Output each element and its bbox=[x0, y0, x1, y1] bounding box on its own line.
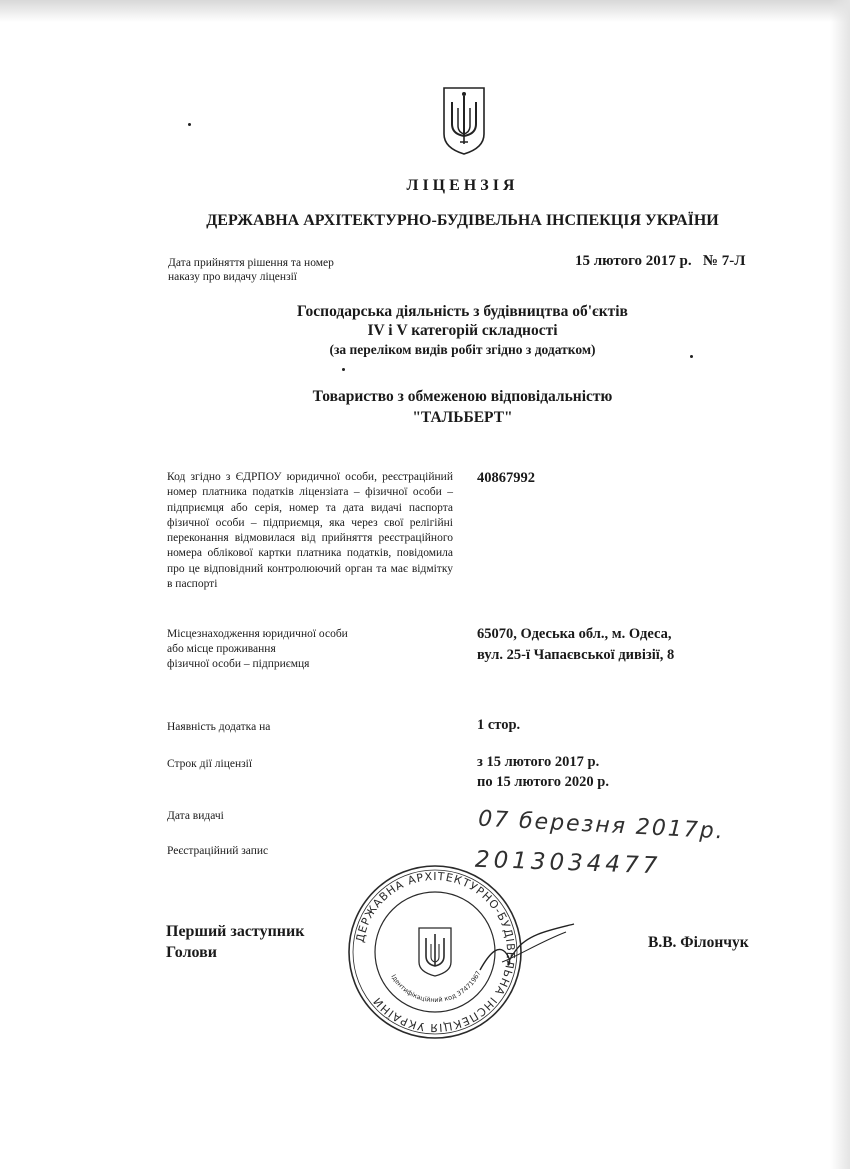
appendix-label: Наявність додатка на bbox=[167, 721, 271, 733]
license-holder bbox=[0, 386, 850, 428]
holder-line: Товариство з обмеженою відповідальністю bbox=[312, 388, 613, 405]
decision-label-line: Дата прийняття рішення та номер bbox=[168, 257, 334, 269]
issue-date-handwritten: 07 березня 2017р. bbox=[477, 806, 726, 845]
address-value-line: вул. 25-ї Чапаєвської дивізії, 8 bbox=[477, 647, 675, 663]
issue-date-label: Дата видачі bbox=[167, 810, 224, 822]
holder-name: "ТАЛЬБЕРТ" bbox=[412, 409, 513, 426]
signer-position bbox=[166, 921, 304, 963]
signer-position-line: Голови bbox=[166, 944, 217, 961]
signer-name: В.В. Філончук bbox=[648, 934, 749, 951]
stamp-outer-text: ДЕРЖАВНА АРХІТЕКТУРНО-БУДІВЕЛЬНА ІНСПЕКЦІЯ УКРАЇНИ bbox=[353, 869, 518, 1035]
registry-record-label: Реєстраційний запис bbox=[167, 845, 269, 857]
scan-edge-right bbox=[830, 0, 850, 1169]
address-value bbox=[477, 624, 674, 666]
edrpou-value: 40867992 bbox=[477, 470, 535, 486]
signer-position-line: Перший заступник bbox=[166, 923, 305, 940]
term-from: з 15 лютого 2017 р. bbox=[477, 754, 600, 770]
scan-speck bbox=[188, 123, 191, 126]
activity-line: Господарська діяльність з будівництва об'єктів bbox=[297, 303, 628, 320]
address-value-line: 65070, Одеська обл., м. Одеса, bbox=[477, 626, 672, 642]
scan-speck bbox=[690, 355, 693, 358]
decision-label bbox=[168, 256, 398, 284]
decision-date-number: 15 лютого 2017 р. № 7-Л bbox=[575, 253, 746, 269]
stamp-trident-icon bbox=[419, 928, 451, 976]
coat-of-arms-icon bbox=[440, 84, 488, 156]
registry-record-handwritten: 2013034477 bbox=[474, 846, 662, 880]
document-title: ЛІЦЕНЗІЯ bbox=[406, 177, 519, 194]
address-label-line: або місце проживання bbox=[167, 643, 276, 655]
address-label-line: Місцезнаходження юридичної особи bbox=[167, 628, 348, 640]
issuing-authority: ДЕРЖАВНА АРХІТЕКТУРНО-БУДІВЕЛЬНА ІНСПЕКЦІЯ УКРАЇНИ bbox=[206, 212, 719, 229]
address-label-line: фізичної особи – підприємця bbox=[167, 658, 310, 670]
activity-line: IV і V категорій складності bbox=[367, 322, 558, 339]
address-label bbox=[167, 627, 427, 672]
signature bbox=[470, 912, 580, 982]
activity-block bbox=[0, 302, 850, 359]
decision-label-line: наказу про видачу ліцензії bbox=[168, 271, 297, 283]
license-term-value bbox=[477, 752, 609, 792]
scan-edge-top bbox=[0, 0, 850, 22]
edrpou-label: Код згідно з ЄДРПОУ юридичної особи, реєстраційний номер платника податків ліцензіата – фізичної особи – підприємця або серія, номер та дата видачі паспорта фізичної особи – підприємця, яка через свої релігійні переконання відмовилася від прийняття реєстраційного номера облікової картки платника податків, повідомила про це відповідний контролюючий орган та має відмітку в паспорті bbox=[167, 471, 453, 591]
appendix-value: 1 стор. bbox=[477, 717, 521, 733]
term-to: по 15 лютого 2020 р. bbox=[477, 774, 609, 790]
activity-note: (за переліком видів робіт згідно з додатком) bbox=[329, 342, 596, 357]
license-term-label: Строк дії ліцензії bbox=[167, 758, 253, 770]
scan-speck bbox=[342, 368, 345, 371]
stamp-inner-text: Ідентифікаційний код 37471967 bbox=[389, 969, 483, 1005]
